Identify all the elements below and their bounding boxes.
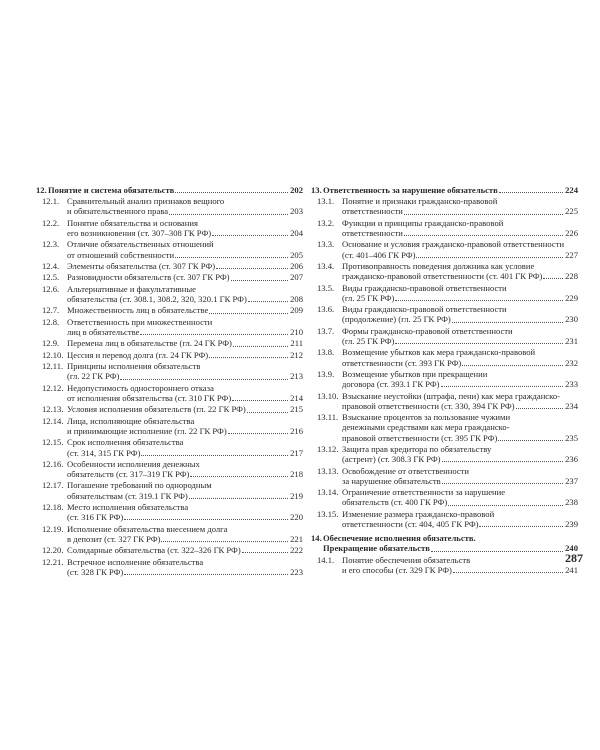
chapter-number: 12. — [36, 185, 47, 195]
section-number: 12.8. — [42, 316, 60, 327]
toc-section-entry[interactable] — [36, 350, 303, 360]
chapter-13-sections — [311, 196, 578, 529]
section-title-line: и обязательственного права — [67, 206, 169, 217]
section-page: 221 — [290, 533, 303, 544]
section-title-line: Цессия и перевод долга (гл. 24 ГК РФ) — [67, 349, 209, 360]
leader-dots — [228, 433, 288, 434]
leader-dots — [124, 574, 288, 575]
section-title-line: Условия исполнения обязательств (гл. 22 ГК РФ) — [67, 404, 246, 415]
section-number: 13.6. — [317, 304, 335, 315]
toc-section-entry[interactable] — [311, 218, 578, 238]
section-title-line: от отношений собственности — [67, 249, 175, 260]
chapter-page: 202 — [290, 185, 303, 195]
section-number: 12.6. — [42, 283, 60, 294]
toc-section-entry[interactable] — [36, 480, 303, 500]
section-title-line: Функции и принципы гражданско-правовой — [342, 217, 504, 228]
section-title-line: его возникновения (ст. 307–308 ГК РФ) — [67, 228, 212, 238]
toc-section-entry[interactable] — [36, 383, 303, 403]
section-page: 206 — [290, 260, 303, 271]
section-page: 231 — [565, 335, 578, 346]
leader-dots — [462, 365, 563, 366]
section-title-line: ответственности — [342, 228, 403, 238]
section-title-line: Взыскание неустойки (штрафа, пени) как мера гражданско- — [342, 390, 561, 401]
section-title-line: от исполнения обязательства (ст. 310 ГК РФ) — [67, 392, 232, 403]
section-page: 237 — [565, 475, 578, 486]
toc-section-entry[interactable] — [36, 317, 303, 337]
section-title-line: договора (ст. 393.1 ГК РФ) — [342, 379, 440, 390]
section-title-line: лиц в обязательстве — [67, 326, 140, 337]
toc-section-entry[interactable] — [36, 272, 303, 282]
section-number: 13.10. — [317, 390, 339, 401]
section-title-line: Виды гражданско-правовой ответственности — [342, 282, 507, 293]
section-page: 222 — [290, 545, 303, 556]
section-title-line: в депозит (ст. 327 ГК РФ) — [67, 533, 161, 544]
section-page: 233 — [565, 379, 578, 390]
section-number: 12.12. — [42, 382, 64, 393]
section-page: 227 — [565, 249, 578, 260]
chapter-title-line-1: Обеспечение исполнения обязательств. — [323, 533, 476, 544]
section-number: 12.13. — [42, 404, 64, 415]
leader-dots — [416, 257, 563, 258]
chapter-14-entry[interactable] — [311, 533, 578, 553]
section-title-line: (гл. 22 ГК РФ) — [67, 371, 120, 382]
section-number: 12.11. — [42, 361, 64, 372]
toc-section-entry[interactable] — [36, 239, 303, 259]
section-title-line: (ст. 314, 315 ГК РФ) — [67, 447, 141, 458]
page-number: 287 — [565, 551, 583, 565]
section-page: 225 — [565, 206, 578, 217]
section-title-line: правовой ответственности (ст. 395 ГК РФ) — [342, 432, 498, 443]
toc-section-entry[interactable] — [311, 412, 578, 443]
section-page: 211 — [290, 338, 303, 349]
leader-dots — [233, 346, 288, 347]
section-page: 205 — [290, 249, 303, 260]
section-title-line: Формы гражданско-правовой ответственности — [342, 325, 513, 336]
leader-dots — [175, 257, 288, 258]
leader-dots — [242, 552, 288, 553]
section-number: 12.21. — [42, 556, 64, 567]
leader-dots — [441, 386, 563, 387]
leader-dots — [189, 498, 288, 499]
section-number: 13.1. — [317, 196, 335, 207]
section-page: 235 — [565, 432, 578, 443]
section-number: 12.15. — [42, 437, 64, 448]
section-number: 13.9. — [317, 368, 335, 379]
section-title-line: правовой ответственности (ст. 330, 394 ГК РФ) — [342, 400, 515, 411]
toc-section-entry[interactable] — [311, 261, 578, 281]
section-title-line: (продолжение) (гл. 25 ГК РФ) — [342, 314, 451, 325]
section-title-line: ответственности (ст. 393 ГК РФ) — [342, 357, 462, 368]
section-title-line: ответственности (ст. 404, 405 ГК РФ) — [342, 518, 479, 529]
chapter-14-sections — [311, 555, 578, 575]
section-title-line: Место исполнения обязательства — [67, 502, 189, 513]
section-number: 13.2. — [317, 217, 335, 228]
section-page: 226 — [565, 228, 578, 238]
section-page: 209 — [290, 305, 303, 316]
leader-dots — [209, 313, 288, 314]
section-title-line: Лица, исполняющие обязательства — [67, 415, 195, 426]
toc-section-entry[interactable] — [36, 545, 303, 555]
chapter-title-line-2: Прекращение обязательств — [323, 543, 430, 554]
leader-dots — [120, 379, 288, 380]
toc-section-entry[interactable] — [36, 218, 303, 238]
section-title-line: Отличие обязательственных отношений — [67, 239, 214, 250]
section-title-line: Возмещение убытков при прекращении — [342, 368, 488, 379]
toc-right-column — [311, 185, 578, 576]
section-title-line: Перемена лиц в обязательстве (гл. 24 ГК РФ) — [67, 338, 232, 349]
section-number: 13.4. — [317, 260, 335, 271]
section-title-line: и принимающие исполнение (гл. 22 ГК РФ) — [67, 425, 227, 436]
chapter-number: 14. — [311, 533, 322, 544]
section-title-line: (гл. 25 ГК РФ) — [342, 292, 395, 303]
leader-dots — [479, 526, 563, 527]
section-title-line: Погашение требований по однородным — [67, 480, 212, 491]
section-title-line: обязательства (ст. 308.1, 308.2, 320, 320.1 ГК РФ) — [67, 293, 247, 304]
section-page: 217 — [290, 447, 303, 458]
section-page: 220 — [290, 512, 303, 523]
toc-section-entry[interactable] — [311, 239, 578, 259]
toc-section-entry[interactable] — [311, 466, 578, 486]
section-number: 12.2. — [42, 217, 60, 228]
section-number: 12.1. — [42, 196, 60, 207]
section-title-line: Освобождение от ответственности — [342, 465, 470, 476]
section-number: 12.16. — [42, 458, 64, 469]
leader-dots — [516, 408, 563, 409]
section-title-line: Изменение размера гражданско-правовой — [342, 508, 495, 519]
section-title-line: обязательств (ст. 317–319 ГК РФ) — [67, 469, 190, 480]
section-title-line: Встречное исполнение обязательства — [67, 556, 204, 567]
section-title-line: (ст. 328 ГК РФ) — [67, 566, 124, 577]
section-title-line: Солидарные обязательства (ст. 322–326 ГК РФ) — [67, 545, 241, 556]
section-page: 236 — [565, 454, 578, 465]
section-number: 12.17. — [42, 480, 64, 491]
section-title-line: (ст. 316 ГК РФ) — [67, 512, 124, 523]
section-page: 238 — [565, 497, 578, 508]
section-page: 218 — [290, 469, 303, 480]
toc-section-entry[interactable] — [36, 416, 303, 436]
chapter-page: 224 — [565, 185, 578, 195]
section-number: 12.5. — [42, 272, 60, 283]
toc-section-entry[interactable] — [36, 404, 303, 414]
toc-section-entry[interactable] — [311, 326, 578, 346]
section-title-line: Понятие и признаки гражданско-правовой — [342, 196, 498, 207]
toc-section-entry[interactable] — [311, 391, 578, 411]
leader-dots — [395, 343, 563, 344]
leader-dots — [231, 280, 288, 281]
section-title-line: Виды гражданско-правовой ответственности — [342, 304, 507, 315]
section-title-line: обязательств (ст. 400 ГК РФ) — [342, 497, 448, 508]
section-number: 13.15. — [317, 508, 339, 519]
section-title-line: за нарушение обязательств — [342, 475, 441, 486]
toc-section-entry[interactable] — [311, 304, 578, 324]
leader-dots — [175, 192, 288, 193]
section-page: 241 — [565, 564, 578, 575]
section-page: 210 — [290, 326, 303, 337]
section-number: 13.8. — [317, 347, 335, 358]
section-title-line: (гл. 25 ГК РФ) — [342, 335, 395, 346]
toc-section-entry[interactable] — [36, 338, 303, 348]
section-page: 239 — [565, 518, 578, 529]
leader-dots — [161, 541, 288, 542]
section-title-line: Особенности исполнения денежных — [67, 458, 200, 469]
toc-section-entry[interactable] — [36, 305, 303, 315]
section-number: 12.10. — [42, 349, 64, 360]
section-page: 204 — [290, 228, 303, 238]
chapter-page: 240 — [565, 543, 578, 554]
section-number: 12.19. — [42, 523, 64, 534]
leader-dots — [169, 214, 288, 215]
leader-dots — [212, 235, 288, 236]
section-number: 12.7. — [42, 305, 60, 316]
section-title-line: Недопустимость одностороннего отказа — [67, 382, 214, 393]
toc-section-entry[interactable] — [36, 284, 303, 304]
section-number: 13.13. — [317, 465, 339, 476]
toc-section-entry[interactable] — [311, 196, 578, 216]
section-number: 13.14. — [317, 487, 339, 498]
section-page: 215 — [290, 404, 303, 415]
leader-dots — [442, 483, 563, 484]
leader-dots — [141, 455, 288, 456]
section-title-line: гражданско-правовой ответственности (ст. 401 ГК РФ) — [342, 271, 543, 282]
toc-section-entry[interactable] — [36, 261, 303, 271]
toc-section-entry[interactable] — [311, 487, 578, 507]
section-title-line: Взыскание процентов за пользование чужими — [342, 412, 511, 423]
leader-dots — [140, 334, 288, 335]
toc-section-entry[interactable] — [36, 361, 303, 381]
section-title-line: Возмещение убытков как мера гражданско-правовой — [342, 347, 536, 358]
toc-section-entry[interactable] — [311, 444, 578, 464]
toc-section-entry[interactable] — [36, 502, 303, 522]
section-number: 12.18. — [42, 502, 64, 513]
section-number: 12.14. — [42, 415, 64, 426]
leader-dots — [247, 412, 288, 413]
section-title-line: Принципы исполнения обязательств — [67, 361, 201, 372]
section-title-line: Ответственность при множественности — [67, 316, 213, 327]
leader-dots — [248, 301, 288, 302]
section-title-line: ответственности — [342, 206, 403, 217]
section-page: 203 — [290, 206, 303, 217]
section-number: 13.7. — [317, 325, 335, 336]
leader-dots — [209, 357, 288, 358]
section-page: 212 — [290, 349, 303, 360]
section-number: 12.9. — [42, 338, 60, 349]
section-title-line: Исполнение обязательства внесением долга — [67, 523, 228, 534]
leader-dots — [442, 461, 563, 462]
section-page: 214 — [290, 392, 303, 403]
toc-section-entry[interactable] — [36, 557, 303, 577]
section-title-line: (астрент) (ст. 308.3 ГК РФ) — [342, 454, 441, 465]
leader-dots — [498, 440, 563, 441]
leader-dots — [216, 268, 288, 269]
section-title-line: Элементы обязательства (ст. 307 ГК РФ) — [67, 260, 216, 271]
section-title-line: Срок исполнения обязательства — [67, 437, 184, 448]
leader-dots — [232, 400, 288, 401]
leader-dots — [431, 551, 563, 552]
section-title-line: Альтернативные и факультативные — [67, 283, 196, 294]
chapter-title: Ответственность за нарушение обязательств — [323, 185, 498, 195]
toc-section-entry[interactable] — [36, 437, 303, 457]
section-title-line: Разновидности обязательств (ст. 307 ГК РФ) — [67, 272, 230, 283]
section-title-line: (ст. 401–406 ГК РФ) — [342, 249, 416, 260]
section-title-line: Понятие обязательства и основания — [67, 217, 198, 228]
toc-section-entry[interactable] — [311, 509, 578, 529]
section-number: 12.20. — [42, 545, 64, 556]
section-page: 213 — [290, 371, 303, 382]
chapter-12-sections — [36, 196, 303, 577]
section-page: 232 — [565, 357, 578, 368]
section-number: 13.12. — [317, 443, 339, 454]
section-title-line: Сравнительный анализ признаков вещного — [67, 196, 225, 207]
leader-dots — [395, 300, 563, 301]
leader-dots — [124, 519, 288, 520]
section-page: 207 — [290, 272, 303, 283]
leader-dots — [543, 278, 563, 279]
leader-dots — [453, 572, 563, 573]
chapter-12-entry[interactable] — [36, 185, 303, 195]
section-number: 13.5. — [317, 282, 335, 293]
section-title-line: обязательствам (ст. 319.1 ГК РФ) — [67, 490, 188, 501]
toc-left-column — [36, 185, 303, 578]
section-number: 12.4. — [42, 260, 60, 271]
chapter-title-block — [323, 533, 578, 553]
leader-dots — [190, 476, 288, 477]
section-title-line: денежными средствами как мера гражданско- — [342, 422, 510, 433]
section-title-line: Понятие обеспечения обязательств — [342, 554, 471, 565]
section-title-line: Ограничение ответственности за нарушение — [342, 487, 506, 498]
section-title-line: и его способы (ст. 329 ГК РФ) — [342, 564, 452, 575]
section-page: 219 — [290, 490, 303, 501]
toc-section-entry[interactable] — [36, 524, 303, 544]
section-page: 216 — [290, 425, 303, 436]
toc-section-entry[interactable] — [311, 369, 578, 389]
section-page: 223 — [290, 566, 303, 577]
leader-dots — [404, 214, 563, 215]
section-number: 14.1. — [317, 554, 335, 565]
section-page: 228 — [565, 271, 578, 282]
chapter-number: 13. — [311, 185, 322, 195]
leader-dots — [452, 322, 563, 323]
section-number: 13.3. — [317, 239, 335, 250]
toc-section-entry[interactable] — [311, 555, 578, 575]
section-page: 234 — [565, 400, 578, 411]
toc-section-entry[interactable] — [311, 347, 578, 367]
chapter-title: Понятие и система обязательств — [48, 185, 175, 195]
section-title-line: Защита прав кредитора по обязательству — [342, 443, 492, 454]
toc-section-entry[interactable] — [311, 283, 578, 303]
section-page: 208 — [290, 293, 303, 304]
section-number: 13.11. — [317, 412, 339, 423]
toc-section-entry[interactable] — [36, 196, 303, 216]
section-number: 12.3. — [42, 239, 60, 250]
toc-section-entry[interactable] — [36, 459, 303, 479]
section-title-line: Множественность лиц в обязательстве — [67, 305, 209, 316]
leader-dots — [404, 235, 563, 236]
leader-dots — [499, 192, 563, 193]
section-page: 229 — [565, 292, 578, 303]
section-title-line: Основание и условия гражданско-правовой ответственности — [342, 239, 565, 250]
leader-dots — [448, 505, 563, 506]
chapter-13-entry[interactable] — [311, 185, 578, 195]
section-title-line: Противоправность поведения должника как условие — [342, 260, 535, 271]
section-page: 230 — [565, 314, 578, 325]
